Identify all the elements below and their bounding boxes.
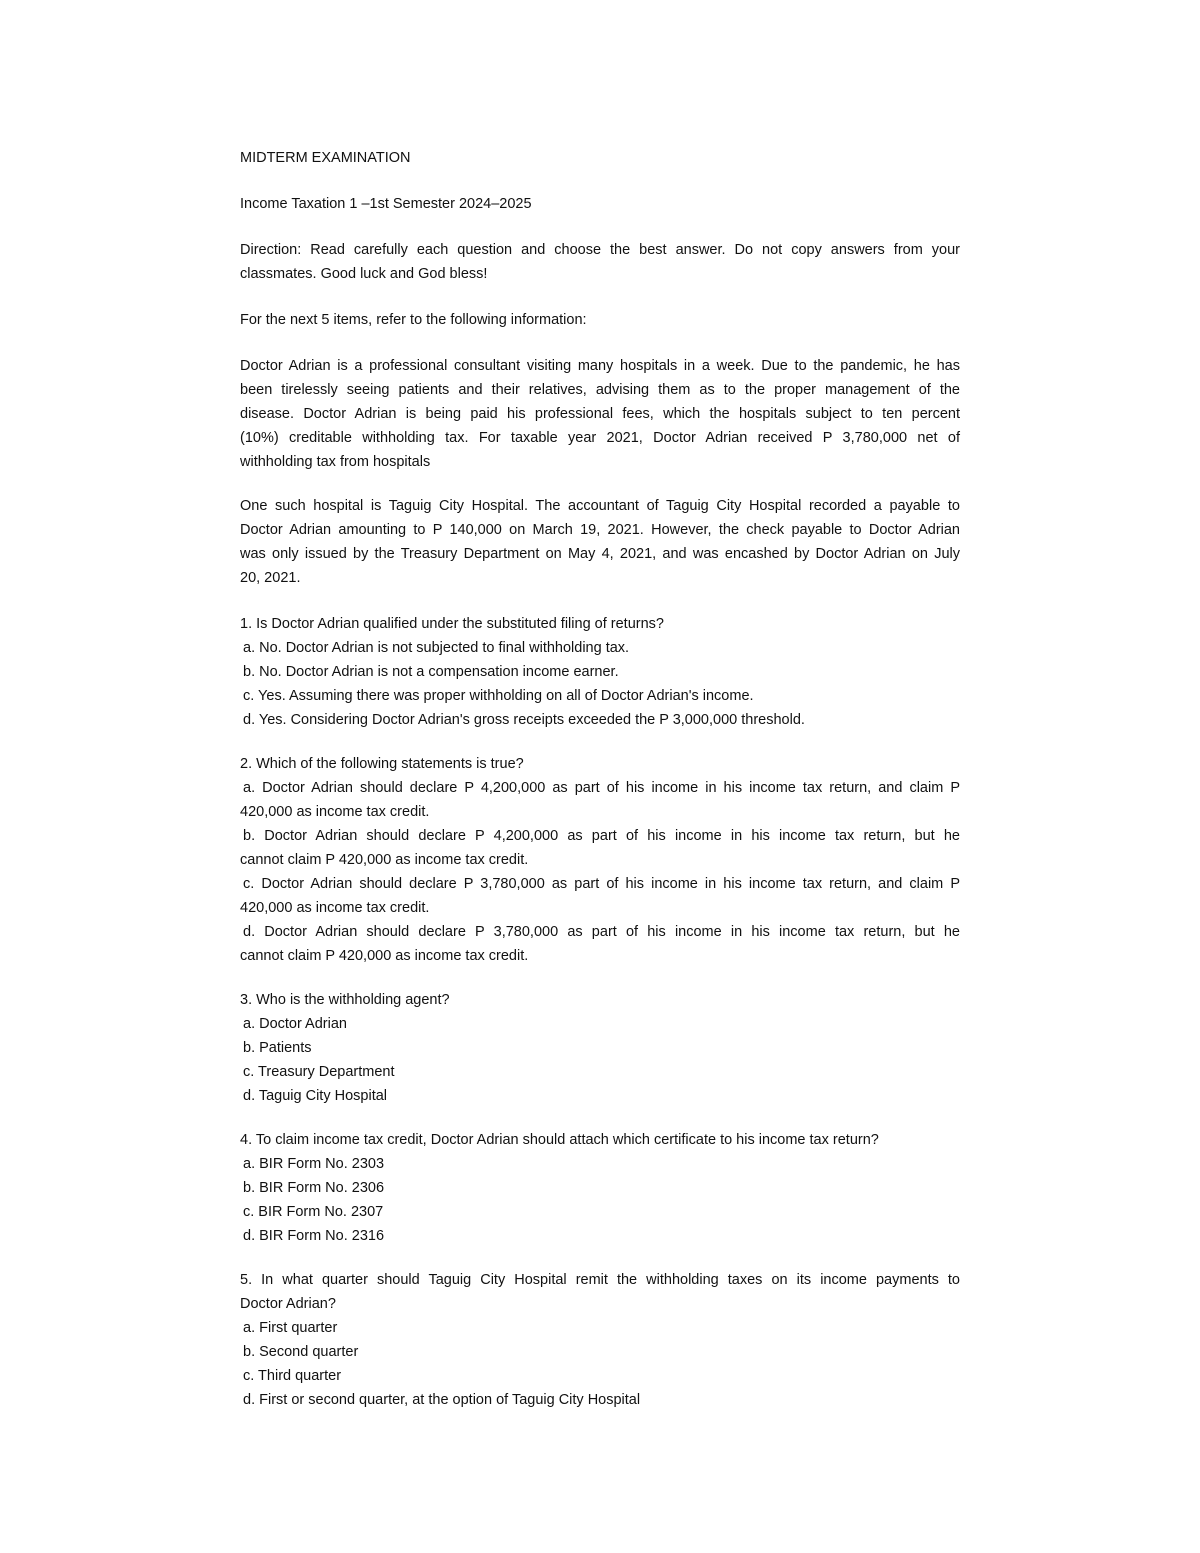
case-line: been tirelessly seeing patients and their relatives, advising them as to the proper management of the	[240, 382, 960, 398]
case-line: disease. Doctor Adrian is being paid his professional fees, which the hospitals subject to ten percent	[240, 406, 960, 422]
answer-option	[240, 776, 960, 824]
direction-line: Direction: Read carefully each question and choose the best answer. Do not copy answers from your	[240, 242, 960, 258]
direction-paragraph	[240, 238, 960, 286]
answer-option	[240, 684, 960, 708]
case-intro: For the next 5 items, refer to the following information:	[240, 312, 587, 328]
answer-option-text: c. Third quarter	[243, 1368, 342, 1384]
answer-option-text: c. Treasury Department	[243, 1064, 395, 1080]
case-line: was only issued by the Treasury Department on May 4, 2021, and was encashed by Doctor Adrian on July	[240, 546, 960, 562]
question-stem: 3. Who is the withholding agent?	[240, 992, 450, 1008]
answer-option-text: a. No. Doctor Adrian is not subjected to final withholding tax.	[243, 640, 630, 656]
answer-option	[240, 1152, 960, 1176]
answer-option-text: 420,000 as income tax credit.	[240, 900, 430, 916]
exam-page	[240, 146, 960, 1412]
case-line: Doctor Adrian is a professional consultant visiting many hospitals in a week. Due to the pandemic, he has	[240, 358, 960, 374]
answer-option-text: b. Patients	[243, 1040, 312, 1056]
answer-option-text: d. Doctor Adrian should declare P 3,780,000 as part of his income in his income tax return, but he	[243, 924, 960, 940]
answer-option-text: 420,000 as income tax credit.	[240, 804, 430, 820]
answer-option	[240, 1036, 960, 1060]
answer-option	[240, 1316, 960, 1340]
answer-option-text: cannot claim P 420,000 as income tax credit.	[240, 852, 529, 868]
answer-option	[240, 872, 960, 920]
case-paragraph-2	[240, 494, 960, 590]
answer-option	[240, 636, 960, 660]
answer-option	[240, 1388, 960, 1412]
question-stem: 4. To claim income tax credit, Doctor Adrian should attach which certificate to his income tax return?	[240, 1132, 879, 1148]
answer-option-text: a. Doctor Adrian should declare P 4,200,000 as part of his income in his income tax return, and claim P	[243, 780, 960, 796]
answer-option	[240, 1084, 960, 1108]
answer-option-text: a. BIR Form No. 2303	[243, 1156, 385, 1172]
answer-option-text: b. BIR Form No. 2306	[243, 1180, 385, 1196]
case-line: Doctor Adrian amounting to P 140,000 on March 19, 2021. However, the check payable to Doctor Adrian	[240, 522, 960, 538]
question-stem: 5. In what quarter should Taguig City Hospital remit the withholding taxes on its income payments to	[240, 1272, 960, 1288]
answer-option	[240, 824, 960, 872]
direction-line: classmates. Good luck and God bless!	[240, 266, 488, 282]
question-list	[240, 612, 960, 1412]
question-2	[240, 752, 960, 968]
answer-option	[240, 1012, 960, 1036]
question-stem: 2. Which of the following statements is true?	[240, 756, 524, 772]
exam-title: MIDTERM EXAMINATION	[240, 150, 411, 166]
answer-option-text: d. BIR Form No. 2316	[243, 1228, 385, 1244]
answer-option-text: b. Doctor Adrian should declare P 4,200,000 as part of his income in his income tax return, but he	[243, 828, 960, 844]
question-stem: Doctor Adrian?	[240, 1296, 336, 1312]
answer-option-text: cannot claim P 420,000 as income tax credit.	[240, 948, 529, 964]
question-1	[240, 612, 960, 732]
question-5	[240, 1268, 960, 1412]
case-line: (10%) creditable withholding tax. For taxable year 2021, Doctor Adrian received P 3,780,000 net of	[240, 430, 960, 446]
answer-option	[240, 1176, 960, 1200]
answer-option	[240, 1364, 960, 1388]
case-line: One such hospital is Taguig City Hospital. The accountant of Taguig City Hospital recorded a payable to	[240, 498, 960, 514]
answer-option-text: b. Second quarter	[243, 1344, 359, 1360]
answer-option-text: c. Doctor Adrian should declare P 3,780,000 as part of his income in his income tax return, and claim P	[243, 876, 960, 892]
answer-option-text: b. No. Doctor Adrian is not a compensation income earner.	[243, 664, 619, 680]
question-3	[240, 988, 960, 1108]
answer-option	[240, 1224, 960, 1248]
answer-option	[240, 660, 960, 684]
answer-option	[240, 920, 960, 968]
case-line: withholding tax from hospitals	[240, 454, 431, 470]
answer-option-text: c. BIR Form No. 2307	[243, 1204, 384, 1220]
answer-option-text: d. Taguig City Hospital	[243, 1088, 388, 1104]
answer-option-text: d. Yes. Considering Doctor Adrian's gross receipts exceeded the P 3,000,000 threshold.	[243, 712, 805, 728]
answer-option	[240, 1060, 960, 1084]
answer-option-text: c. Yes. Assuming there was proper withholding on all of Doctor Adrian's income.	[243, 688, 754, 704]
answer-option-text: a. Doctor Adrian	[243, 1016, 347, 1032]
case-line: 20, 2021.	[240, 570, 301, 586]
exam-subtitle: Income Taxation 1 –1st Semester 2024–2025	[240, 196, 532, 212]
answer-option	[240, 1340, 960, 1364]
question-4	[240, 1128, 960, 1248]
answer-option	[240, 1200, 960, 1224]
answer-option-text: a. First quarter	[243, 1320, 338, 1336]
question-stem: 1. Is Doctor Adrian qualified under the substituted filing of returns?	[240, 616, 664, 632]
answer-option	[240, 708, 960, 732]
answer-option-text: d. First or second quarter, at the option of Taguig City Hospital	[243, 1392, 641, 1408]
case-paragraph-1	[240, 354, 960, 474]
